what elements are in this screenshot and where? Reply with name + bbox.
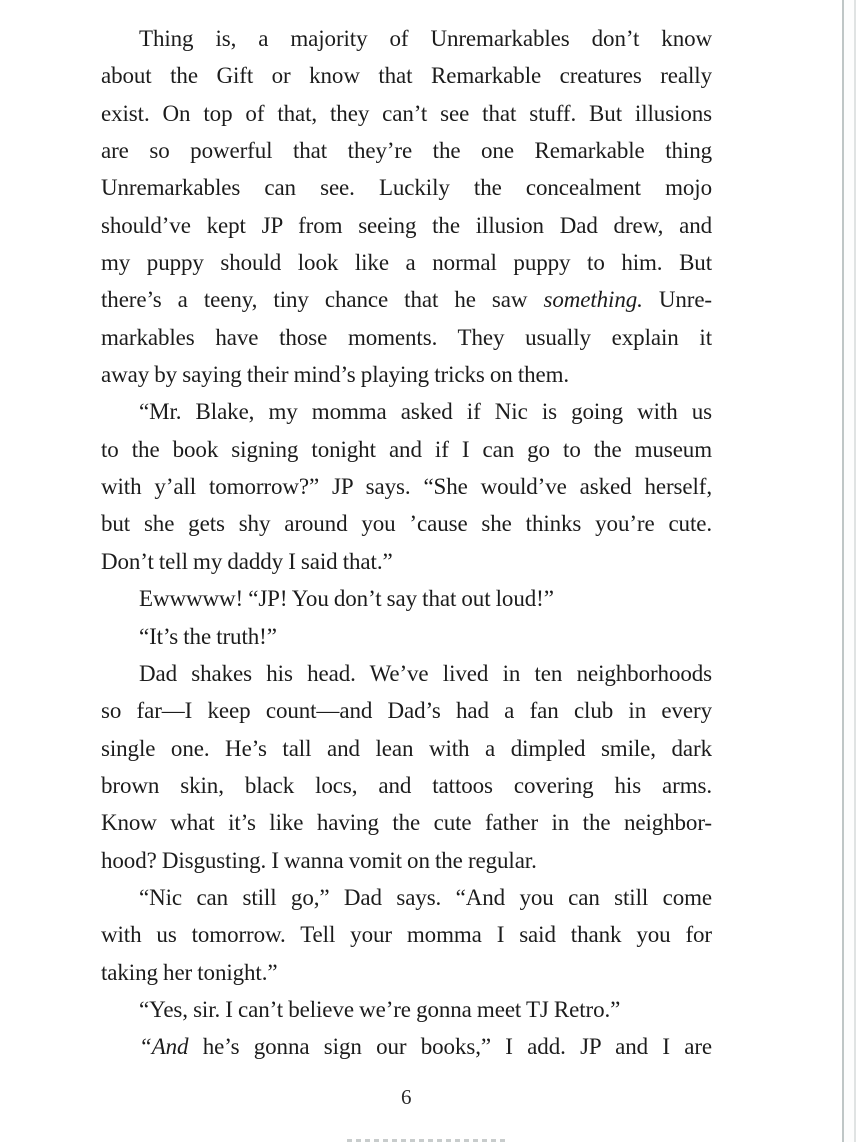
text-line: “And he’s gonna sign our books,” I add. JP and I are [139, 1034, 712, 1060]
text-line: Thing is, a majority of Unremarkables don’t know [139, 26, 712, 51]
text-line: away by saying their mind’s playing tricks on them. [101, 362, 570, 388]
text-line: should’ve kept JP from seeing the illusion Dad drew, and [101, 212, 712, 238]
text-line: Ewwwww! “JP! You don’t say that out loud!” [139, 586, 554, 612]
text-line: “It’s the truth!” [139, 623, 277, 649]
text-line: my puppy should look like a normal puppy to him. But [101, 250, 712, 276]
text-line: with us tomorrow. Tell your momma I said thank you for [101, 922, 712, 948]
text-line: markables have those moments. They usually explain it [101, 324, 712, 350]
page-number: 6 [401, 1085, 412, 1109]
text-line: taking her tonight.” [101, 959, 278, 985]
text-line: brown skin, black locs, and tattoos covering his arms. [101, 772, 712, 798]
text-line: about the Gift or know that Remarkable creatures really [101, 63, 712, 89]
text-line: Know what it’s like having the cute father in the neighbor- [101, 810, 712, 836]
text-line: to the book signing tonight and if I can go to the museum [101, 436, 712, 462]
text-line: Don’t tell my daddy I said that.” [101, 548, 393, 574]
text-line: Unremarkables can see. Luckily the concealment mojo [101, 175, 712, 201]
text-line: single one. He’s tall and lean with a dimpled smile, dark [101, 735, 712, 761]
text-line: exist. On top of that, they can’t see that stuff. But illusions [101, 100, 712, 126]
text-block [101, 20, 712, 1066]
text-line: there’s a teeny, tiny chance that he saw something. Unre- [101, 287, 712, 313]
text-line: so far—I keep count—and Dad’s had a fan club in every [101, 698, 712, 724]
text-line: with y’all tomorrow?” JP says. “She would’ve asked herself, [101, 474, 712, 500]
text-line: are so powerful that they’re the one Remarkable thing [101, 138, 712, 164]
text-line: Dad shakes his head. We’ve lived in ten neighborhoods [139, 660, 712, 686]
text-line: “Mr. Blake, my momma asked if Nic is going with us [139, 399, 712, 425]
text-line: “Nic can still go,” Dad says. “And you can still come [139, 884, 712, 910]
text-line: hood? Disgusting. I wanna vomit on the regular. [101, 847, 537, 873]
text-line: “Yes, sir. I can’t believe we’re gonna meet TJ Retro.” [139, 996, 621, 1022]
scrollbar-gutter[interactable] [842, 0, 856, 1142]
text-line: but she gets shy around you ’cause she thinks you’re cute. [101, 511, 712, 537]
